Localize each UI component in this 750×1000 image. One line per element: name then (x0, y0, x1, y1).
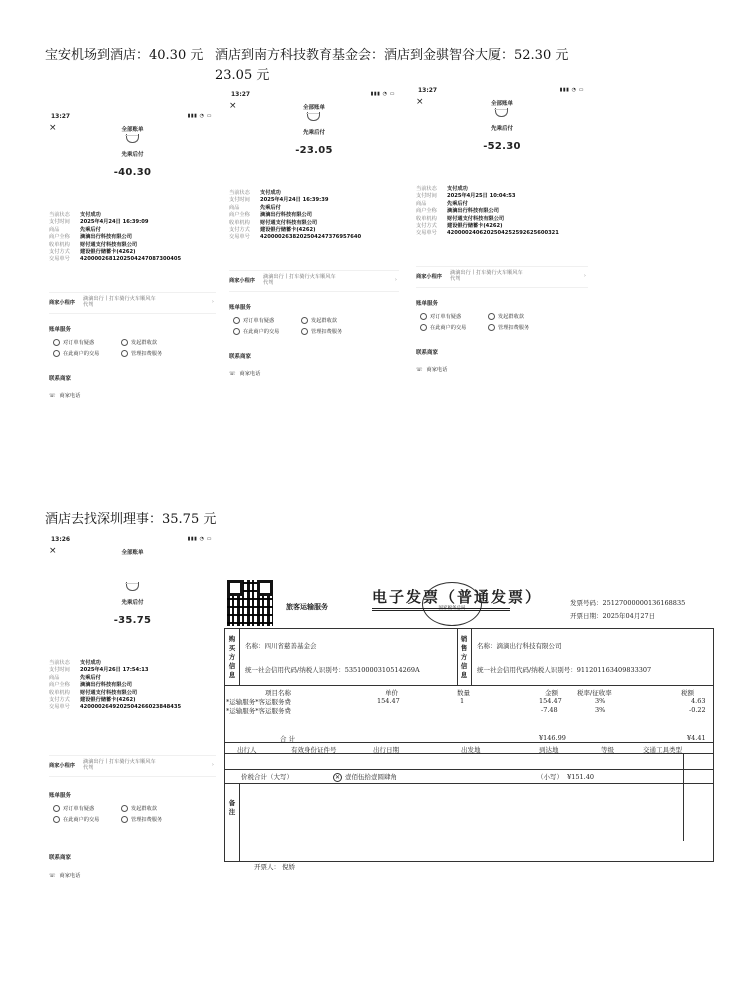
caption-foundation: 酒店到南方科技教育基金会：酒店到金骐智谷大厦：52.30 元 (215, 48, 569, 63)
detail-label: 交易单号 (49, 256, 70, 263)
detail-value: 4200002638202504247376957640 (260, 234, 362, 241)
detail-value: 财付通支付科技有限公司 (80, 689, 138, 696)
seller-section-label: 销售方信息 (460, 635, 468, 679)
merchant-phone-button[interactable]: ☏ 商家电话 (49, 873, 81, 879)
detail-value: 先乘后付 (447, 200, 468, 207)
col-unit-price: 单价 (385, 689, 398, 697)
status-icons: ▮▮▮ ◔ ▭ (187, 113, 212, 119)
group-collect-button[interactable]: 发起群收款 (301, 317, 337, 324)
page-title: 全部账单 (302, 105, 325, 111)
question-icon (53, 339, 60, 346)
group-collect-button[interactable]: 发起群收款 (488, 313, 524, 320)
grand-total-upper: ✕ 壹佰伍拾壹圆肆角 (334, 773, 397, 781)
detail-label: 交易单号 (229, 234, 250, 241)
item-amount-1: 154.47 (539, 697, 562, 705)
merchant-transactions-button[interactable]: 在此商户的交易 (53, 816, 99, 823)
invoice-number: 发票号码：25127000000136168835 (570, 599, 686, 607)
tax-seal: 国家税务总局 (422, 582, 482, 626)
detail-row (229, 205, 399, 212)
question-order-button[interactable]: 对订单有疑惑 (53, 339, 94, 346)
detail-value: 2025年4月24日 16:39:09 (80, 219, 149, 226)
detail-row (49, 690, 216, 697)
mini-program-label: 商家小程序 (416, 274, 442, 280)
detail-label: 支付方式 (416, 222, 437, 229)
merchant-transactions-button[interactable]: 在此商户的交易 (420, 324, 466, 331)
manage-deduction-button[interactable]: 管理扣费服务 (121, 350, 162, 357)
detail-label: 交易单号 (49, 704, 70, 711)
grand-total-label: 价税合计（大写） (241, 773, 293, 781)
manage-deduction-button[interactable]: 管理扣费服务 (488, 324, 529, 331)
bill-details (49, 660, 216, 712)
status-icons: ▮▮▮ ◔ ▭ (559, 87, 584, 93)
mini-program-label: 商家小程序 (49, 763, 75, 769)
detail-row (49, 704, 216, 711)
caption-airport: 宝安机场到酒店：40.30 元 (45, 48, 204, 63)
group-collect-icon (488, 313, 495, 320)
detail-value: 建设银行储蓄卡(4262) (260, 226, 316, 233)
buyer-name: 名称：四川省慈善基金会 (245, 642, 317, 650)
detail-row (416, 193, 588, 200)
mini-program-name: 滴滴出行丨打车骑行火车顺风车代驾 (83, 296, 156, 308)
detail-label: 支付方式 (229, 226, 250, 233)
store-icon (53, 816, 60, 823)
phone-icon: ☏ (416, 367, 423, 373)
total-tax: ¥4.41 (687, 734, 706, 742)
detail-label: 支付时间 (49, 219, 70, 226)
col-traveler: 出行人 (237, 746, 257, 754)
bill-service-title: 账单服务 (229, 305, 252, 311)
merchant-name: 先乘后付 (121, 600, 144, 606)
detail-row (49, 697, 216, 704)
merchant-transactions-button[interactable]: 在此商户的交易 (53, 350, 99, 357)
phone-bill-1 (45, 112, 220, 412)
contact-merchant-title: 联系商家 (49, 376, 72, 382)
detail-label: 交易单号 (416, 230, 437, 237)
invoice-table (224, 628, 714, 862)
page-title: 全部账单 (490, 101, 513, 107)
merchant-phone-button[interactable]: ☏ 商家电话 (229, 371, 261, 377)
detail-label: 商品 (229, 204, 240, 211)
detail-label: 商品 (49, 226, 60, 233)
detail-label: 当前状态 (49, 660, 70, 666)
col-vehicle-type: 交通工具类型 (643, 746, 682, 754)
phone-icon: ☏ (229, 371, 236, 377)
detail-row (49, 234, 216, 241)
store-icon (420, 324, 427, 331)
group-collect-icon (301, 317, 308, 324)
detail-row (229, 212, 399, 219)
status-time: 13:27 (231, 91, 251, 98)
detail-value: 滴滴出行科技有限公司 (260, 212, 312, 219)
bill-details (229, 190, 399, 242)
col-id-number: 有效身份证件号 (291, 746, 337, 754)
detail-value: 4200002406202504252592625600321 (447, 230, 559, 237)
item-price-1: 154.47 (377, 697, 400, 705)
status-icons: ▮▮▮ ◔ ▭ (187, 536, 212, 542)
group-collect-button[interactable]: 发起群收款 (121, 339, 157, 346)
detail-row (49, 682, 216, 689)
close-icon[interactable]: × (416, 97, 424, 107)
mini-program-name: 滴滴出行丨打车骑行火车顺风车代驾 (83, 759, 156, 771)
detail-label: 支付时间 (229, 197, 250, 204)
nav-bar (45, 547, 220, 557)
question-icon (53, 805, 60, 812)
caption-shenzhen: 酒店去找深圳理事：35.75 元 (45, 512, 217, 527)
detail-label: 支付方式 (49, 248, 70, 255)
detail-row (416, 201, 588, 208)
detail-label: 收单机构 (49, 689, 70, 696)
merchant-name: 先乘后付 (490, 126, 513, 132)
mini-program-name: 滴滴出行丨打车骑行火车顺风车代驾 (450, 270, 523, 282)
detail-row (49, 242, 216, 249)
merchant-phone-button[interactable]: ☏ 商家电话 (49, 393, 81, 399)
bill-service-title: 账单服务 (49, 793, 72, 799)
page-title: 全部账单 (121, 127, 144, 133)
detail-value: 4200002681202504247087300405 (80, 256, 182, 263)
detail-label: 支付方式 (49, 696, 70, 703)
detail-value: 先乘后付 (80, 674, 101, 681)
detail-row (416, 230, 588, 237)
close-icon[interactable]: × (49, 123, 57, 133)
invoice-qr-code (227, 580, 273, 626)
detail-label: 支付时间 (416, 193, 437, 200)
store-icon (233, 328, 240, 335)
detail-label: 商户全称 (416, 208, 437, 215)
contact-merchant-title: 联系商家 (416, 350, 439, 356)
detail-label: 商户全称 (49, 682, 70, 689)
detail-value: 支付成功 (447, 186, 468, 192)
status-bar (225, 90, 403, 100)
question-order-button[interactable]: 对订单有疑惑 (420, 313, 461, 320)
merchant-phone-button[interactable]: ☏ 商家电话 (416, 367, 448, 373)
remark-label: 备注 (228, 799, 236, 816)
detail-row (49, 675, 216, 682)
manage-deduction-button[interactable]: 管理扣费服务 (301, 328, 342, 335)
detail-label: 收单机构 (229, 219, 250, 226)
status-icons: ▮▮▮ ◔ ▭ (370, 91, 395, 97)
seller-name: 名称：滴滴出行科技有限公司 (477, 642, 562, 650)
mini-program-label: 商家小程序 (49, 300, 75, 306)
detail-value: 滴滴出行科技有限公司 (80, 682, 132, 689)
detail-value: 2025年4月26日 17:54:13 (80, 667, 149, 674)
chevron-right-icon: › (211, 762, 214, 768)
detail-row (49, 249, 216, 256)
payment-amount: -52.30 (483, 141, 521, 152)
question-order-button[interactable]: 对订单有疑惑 (53, 805, 94, 812)
buyer-tax-id: 统一社会信用代码/纳税人识别号：53510000310514269A (245, 666, 420, 674)
detail-value: 财付通支付科技有限公司 (447, 215, 505, 222)
item-tax-1: 4.63 (691, 697, 706, 705)
merchant-mini-program[interactable] (416, 266, 588, 288)
item-qty-1: 1 (460, 697, 465, 705)
detail-row (229, 234, 399, 241)
invoice-title: 电子发票（普通发票） (372, 588, 543, 606)
invoice-service-type: 旅客运输服务 (286, 602, 328, 611)
page-title: 全部账单 (121, 550, 144, 556)
status-time: 13:27 (51, 113, 71, 120)
question-icon (233, 317, 240, 324)
detail-row (49, 227, 216, 234)
phone-bill-3 (412, 86, 592, 416)
item-rate-2: 3% (595, 706, 606, 714)
detail-row (229, 197, 399, 204)
close-icon[interactable]: × (229, 101, 237, 111)
deduct-icon (301, 328, 308, 335)
contact-merchant-title: 联系商家 (229, 354, 252, 360)
detail-row (229, 220, 399, 227)
phone-icon: ☏ (49, 393, 56, 399)
chevron-right-icon: › (211, 299, 214, 305)
contact-merchant-title: 联系商家 (49, 855, 72, 861)
phone-bill-2 (225, 90, 403, 415)
item-amount-2: -7.48 (541, 706, 558, 714)
detail-value: 建设银行储蓄卡(4262) (80, 696, 136, 703)
detail-label: 商品 (416, 200, 427, 207)
detail-value: 建设银行储蓄卡(4262) (447, 222, 503, 229)
question-icon (420, 313, 427, 320)
status-bar (45, 112, 220, 122)
electronic-invoice (222, 578, 712, 888)
detail-label: 当前状态 (416, 186, 437, 192)
item-tax-2: -0.22 (689, 706, 706, 714)
total-label: 合 计 (280, 735, 296, 743)
detail-label: 商户全称 (49, 234, 70, 241)
group-collect-icon (121, 805, 128, 812)
detail-label: 当前状态 (49, 212, 70, 218)
group-collect-button[interactable]: 发起群收款 (121, 805, 157, 812)
status-bar (412, 86, 592, 96)
merchant-logo-icon (495, 108, 508, 117)
merchant-name: 先乘后付 (302, 130, 325, 136)
detail-row (49, 219, 216, 226)
detail-row (416, 208, 588, 215)
status-time: 13:27 (418, 87, 438, 94)
payment-amount: -35.75 (113, 615, 152, 626)
detail-value: 先乘后付 (80, 226, 101, 233)
detail-value: 先乘后付 (260, 204, 281, 211)
detail-value: 财付通支付科技有限公司 (80, 241, 138, 248)
merchant-mini-program[interactable] (229, 270, 399, 292)
merchant-mini-program[interactable] (49, 292, 216, 314)
seller-tax-id: 统一社会信用代码/纳税人识别号：911201163409833307 (477, 666, 652, 674)
detail-value: 滴滴出行科技有限公司 (80, 234, 132, 241)
issuer: 开票人： 倪娇 (254, 863, 296, 871)
buyer-section-label: 购买方信息 (228, 635, 236, 679)
item-name-1: *运输服务*客运服务费 (226, 698, 291, 706)
col-tax: 税额 (681, 689, 694, 697)
col-quantity: 数量 (457, 689, 470, 697)
deduct-icon (121, 816, 128, 823)
merchant-transactions-button[interactable]: 在此商户的交易 (233, 328, 279, 335)
detail-value: 支付成功 (80, 660, 101, 666)
detail-row (416, 216, 588, 223)
status-time: 13:26 (51, 536, 71, 543)
item-rate-1: 3% (595, 697, 606, 705)
detail-value: 4200002649202504266023848435 (80, 704, 182, 711)
detail-value: 支付成功 (80, 212, 101, 218)
col-arrival: 到达地 (539, 746, 559, 754)
question-order-button[interactable]: 对订单有疑惑 (233, 317, 274, 324)
invoice-date: 开票日期：2025年04月27日 (570, 612, 656, 620)
merchant-mini-program[interactable] (49, 755, 216, 777)
deduct-icon (121, 350, 128, 357)
detail-label: 当前状态 (229, 190, 250, 196)
col-travel-date: 出行日期 (373, 746, 399, 754)
merchant-name: 先乘后付 (121, 152, 144, 158)
payment-amount: -23.05 (295, 145, 333, 156)
bill-details (49, 212, 216, 264)
detail-row (416, 223, 588, 230)
detail-row (49, 667, 216, 674)
col-item-name: 项目名称 (265, 689, 291, 697)
detail-row (49, 256, 216, 263)
col-class: 等级 (601, 746, 614, 754)
bill-service-title: 账单服务 (416, 301, 439, 307)
close-icon[interactable]: × (49, 546, 57, 556)
detail-label: 商品 (49, 674, 60, 681)
detail-value: 建设银行储蓄卡(4262) (80, 248, 136, 255)
grand-total-small: （小写） ¥151.40 (537, 773, 595, 781)
manage-deduction-button[interactable]: 管理扣费服务 (121, 816, 162, 823)
status-bar (45, 535, 220, 545)
payment-amount: -40.30 (113, 167, 152, 178)
phone-icon: ☏ (49, 873, 56, 879)
phone-bill-4 (45, 535, 220, 885)
detail-label: 收单机构 (49, 241, 70, 248)
detail-value: 2025年4月25日 10:04:53 (447, 193, 516, 200)
detail-label: 支付时间 (49, 667, 70, 674)
merchant-logo-icon (126, 134, 139, 143)
detail-value: 滴滴出行科技有限公司 (447, 208, 499, 215)
detail-value: 财付通支付科技有限公司 (260, 219, 318, 226)
caption-foundation-amount: 23.05 元 (215, 68, 270, 83)
detail-value: 支付成功 (260, 190, 281, 196)
col-amount: 金额 (545, 689, 558, 697)
col-departure: 出发地 (461, 746, 481, 754)
group-collect-icon (121, 339, 128, 346)
bill-service-title: 账单服务 (49, 327, 72, 333)
merchant-logo-icon (126, 582, 139, 591)
col-tax-rate: 税率/征收率 (577, 689, 612, 697)
detail-label: 收单机构 (416, 215, 437, 222)
merchant-logo-icon (307, 112, 320, 121)
detail-value: 2025年4月24日 16:39:39 (260, 197, 329, 204)
detail-row (229, 227, 399, 234)
chevron-right-icon: › (394, 277, 397, 283)
detail-label: 商户全称 (229, 212, 250, 219)
total-amount: ¥146.99 (539, 734, 566, 742)
mini-program-label: 商家小程序 (229, 278, 255, 284)
deduct-icon (488, 324, 495, 331)
mini-program-name: 滴滴出行丨打车骑行火车顺风车代驾 (263, 274, 336, 286)
item-name-2: *运输服务*客运服务费 (226, 707, 291, 715)
store-icon (53, 350, 60, 357)
chevron-right-icon: › (583, 273, 586, 279)
bill-details (416, 186, 588, 238)
